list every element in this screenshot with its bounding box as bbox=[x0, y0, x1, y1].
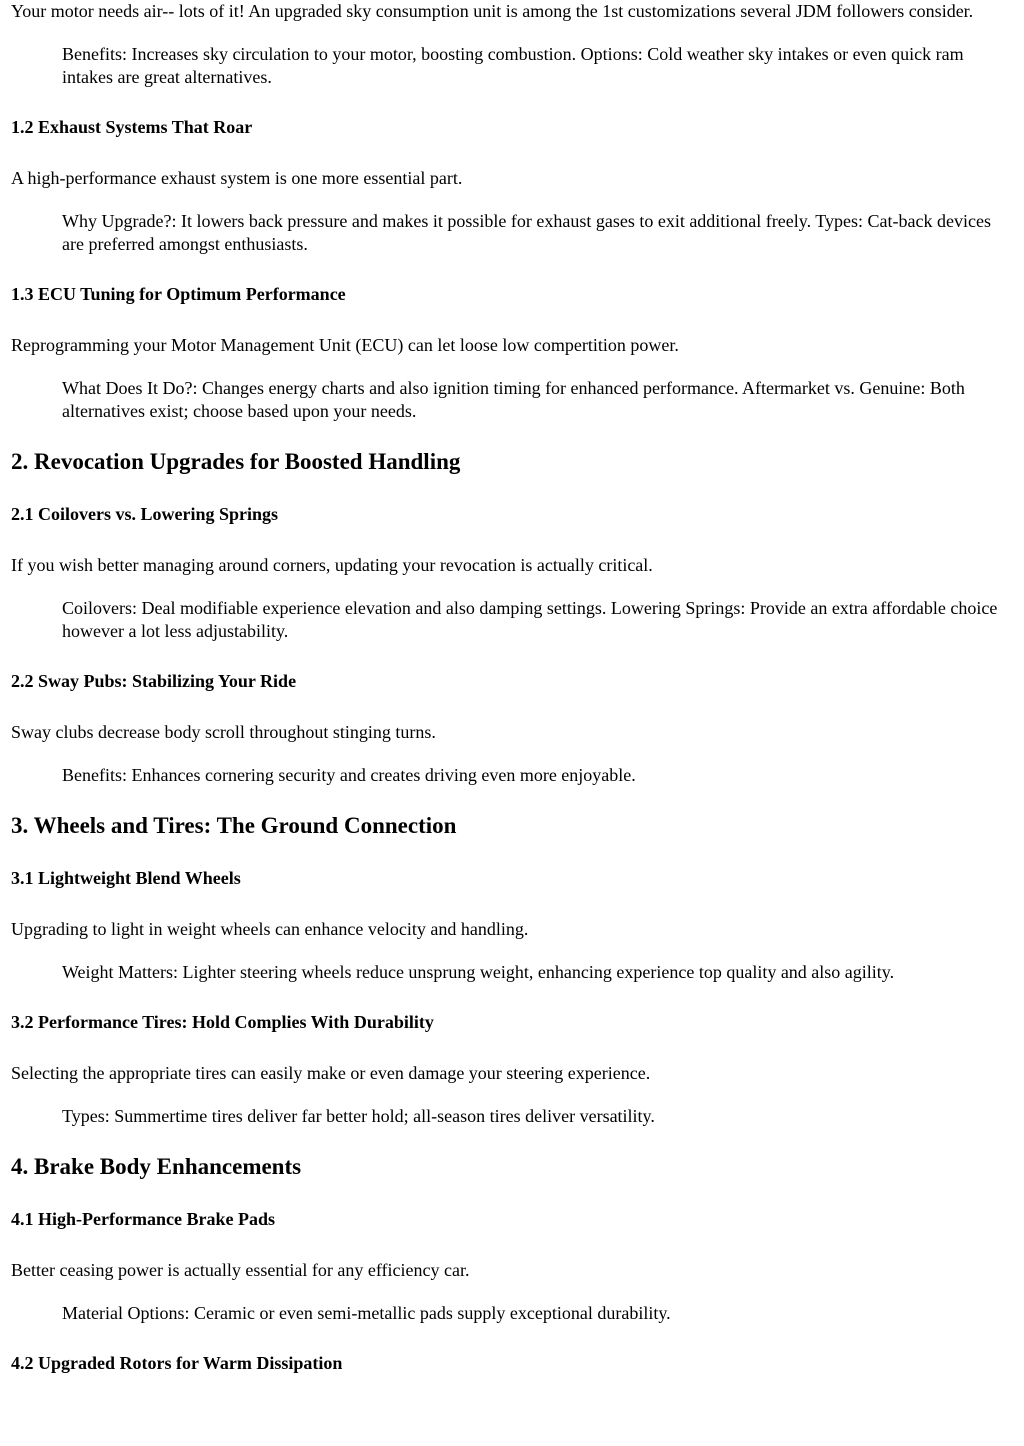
section-3-2-heading: 3.2 Performance Tires: Hold Complies With Durability bbox=[11, 1012, 434, 1032]
section-3-1-quote: Weight Matters: Lighter steering wheels reduce unsprung weight, enhancing experience top quality and also agility. bbox=[62, 962, 895, 982]
section-1-3-lead: Reprogramming your Motor Management Unit (ECU) can let loose low compertition power. bbox=[11, 335, 679, 355]
section-2-1-quote: Coilovers: Deal modifiable experience elevation and also damping settings. Lowering Springs: Provide an extra affordable choice however a lot less adjustability. bbox=[62, 598, 998, 641]
section-4-1-heading: 4.1 High-Performance Brake Pads bbox=[11, 1209, 275, 1229]
section-4-2-heading: 4.2 Upgraded Rotors for Warm Dissipation bbox=[11, 1353, 343, 1373]
section-2-2-lead: Sway clubs decrease body scroll throughout stinging turns. bbox=[11, 722, 436, 742]
section-2-2-heading: 2.2 Sway Pubs: Stabilizing Your Ride bbox=[11, 671, 297, 691]
section-1-3-quote: What Does It Do?: Changes energy charts and also ignition timing for enhanced performance. Aftermarket vs. Genuine: Both alternatives exist; choose based upon your needs. bbox=[62, 378, 965, 421]
section-1-3-heading: 1.3 ECU Tuning for Optimum Performance bbox=[11, 284, 346, 304]
section-1-2-lead: A high-performance exhaust system is one more essential part. bbox=[11, 168, 463, 188]
section-1-2-quote: Why Upgrade?: It lowers back pressure and makes it possible for exhaust gases to exit additional freely. Types: Cat-back devices are preferred amongst enthusiasts. bbox=[62, 211, 991, 254]
section-3-2-lead: Selecting the appropriate tires can easily make or even damage your steering experience. bbox=[11, 1063, 651, 1083]
section-2-1-lead: If you wish better managing around corners, updating your revocation is actually critical. bbox=[11, 555, 653, 575]
section-2-1-heading: 2.1 Coilovers vs. Lowering Springs bbox=[11, 504, 279, 524]
intro-paragraph: Your motor needs air-- lots of it! An upgraded sky consumption unit is among the 1st customizations several JDM followers consider. bbox=[11, 1, 974, 21]
section-4-1-lead: Better ceasing power is actually essential for any efficiency car. bbox=[11, 1260, 470, 1280]
section-3-1-heading: 3.1 Lightweight Blend Wheels bbox=[11, 868, 241, 888]
section-3-2-quote: Types: Summertime tires deliver far better hold; all-season tires deliver versatility. bbox=[62, 1106, 655, 1126]
section-4-1-quote: Material Options: Ceramic or even semi-metallic pads supply exceptional durability. bbox=[62, 1303, 671, 1323]
air-intake-benefits-quote: Benefits: Increases sky circulation to your motor, boosting combustion. Options: Cold weather sky intakes or even quick ram intakes are great alternatives. bbox=[62, 44, 964, 87]
section-1-2-heading: 1.2 Exhaust Systems That Roar bbox=[11, 117, 253, 137]
section-4-heading: 4. Brake Body Enhancements bbox=[11, 1154, 302, 1179]
section-3-1-lead: Upgrading to light in weight wheels can enhance velocity and handling. bbox=[11, 919, 529, 939]
section-3-heading: 3. Wheels and Tires: The Ground Connection bbox=[11, 813, 457, 838]
section-2-2-quote: Benefits: Enhances cornering security and creates driving even more enjoyable. bbox=[62, 765, 636, 785]
section-2-heading: 2. Revocation Upgrades for Boosted Handling bbox=[11, 449, 461, 474]
